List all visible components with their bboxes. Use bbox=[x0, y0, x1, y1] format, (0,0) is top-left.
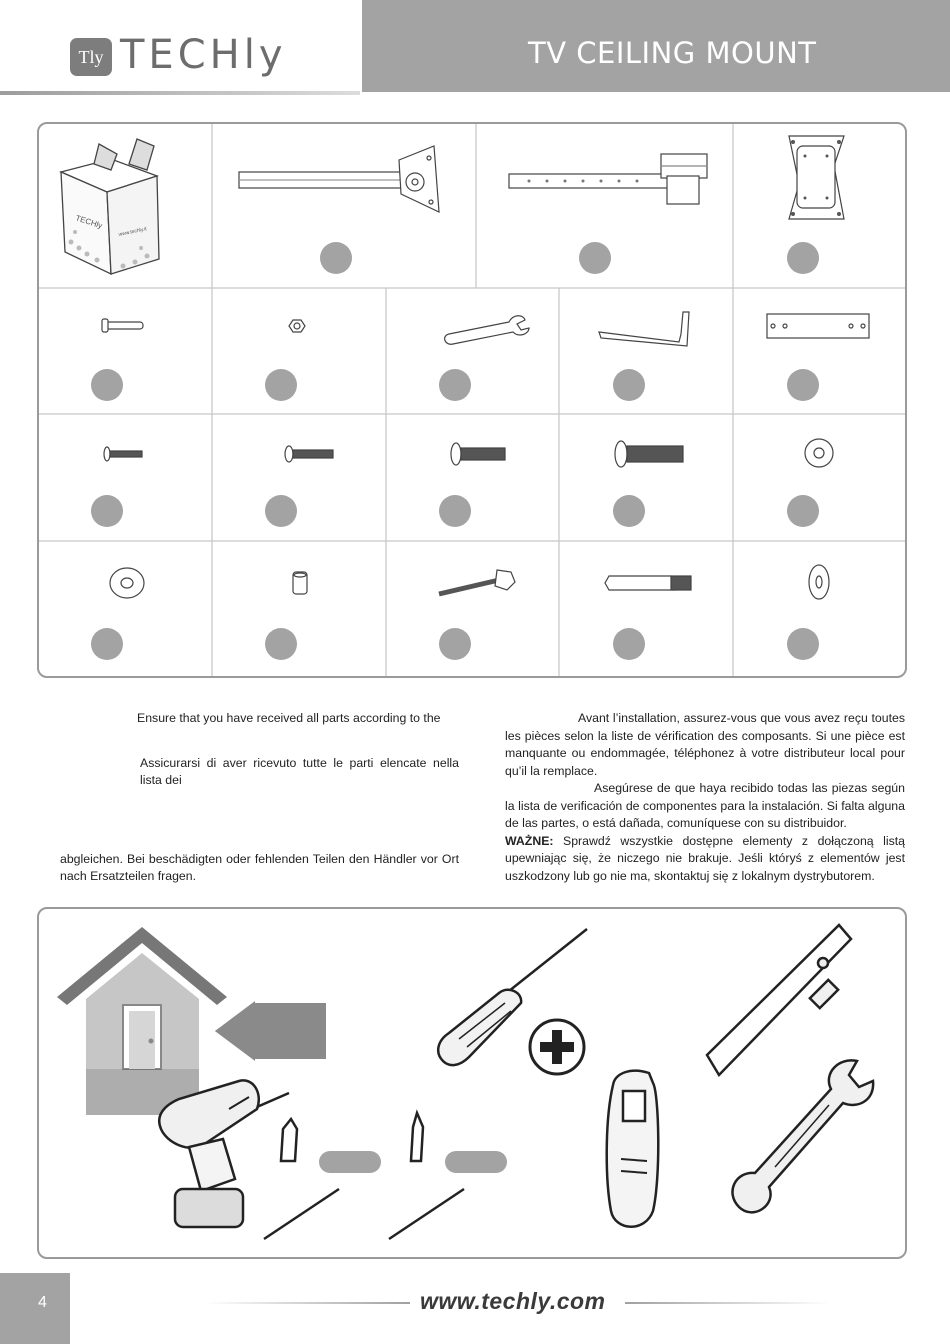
wrench-icon bbox=[732, 1060, 873, 1212]
instructions-left-column bbox=[60, 710, 459, 885]
package-box-icon bbox=[61, 139, 159, 274]
allen-key-icon bbox=[599, 312, 689, 346]
footer-website-link[interactable]: www.techly.com bbox=[420, 1288, 606, 1314]
part-badge bbox=[91, 369, 123, 401]
drill-bit-size-label bbox=[319, 1151, 381, 1173]
stud-finder-icon bbox=[607, 1071, 659, 1227]
instruction-es: Asegúrese de que haya recibido todas las piezas según la lista de verificación de componentes para la instalación. Si falta alguna de las partes, o está dañada, comuníquese con su distribuidor. bbox=[505, 781, 905, 830]
instruction-pl-label: WAŻNE: bbox=[505, 833, 554, 848]
vesa-plate-icon bbox=[789, 136, 844, 219]
instruction-pl: Sprawdź wszystkie dostępne elementy z dołączoną listą upewniając się, że niczego nie brakuje. Jeśli któryś z elementów jest uszkodzony lub go nie ma, skontaktuj się z lokalnym dystrybutorem. bbox=[505, 833, 905, 883]
header-title-bar bbox=[362, 0, 950, 92]
part-badge bbox=[265, 495, 297, 527]
instruction-en: Ensure that you have received all parts according to the bbox=[137, 711, 441, 725]
techly-logo-mark: Tly bbox=[70, 38, 112, 76]
page-title: TV CEILING MOUNT bbox=[528, 36, 817, 70]
house-icon bbox=[57, 927, 227, 1115]
spanner-wrench-icon bbox=[445, 316, 529, 345]
part-badge bbox=[613, 369, 645, 401]
hex-nut-icon bbox=[289, 320, 305, 332]
header-divider bbox=[0, 91, 360, 95]
small-washer-icon bbox=[805, 439, 833, 467]
screw-m5-icon bbox=[285, 446, 333, 462]
parts-grid bbox=[39, 124, 905, 676]
large-washer-icon bbox=[110, 568, 144, 598]
part-badge bbox=[265, 628, 297, 660]
lag-bolt-icon bbox=[439, 570, 515, 594]
part-badge bbox=[320, 242, 352, 274]
box-brand-label: TECHly bbox=[74, 213, 104, 231]
instruction-fr: Avant l’installation, assurez-vous que vous avez reçu toutes les pièces selon la liste de vérification des composants. Si une pièce est manquante ou endommagée, téléphonez à votre distributeur local pour qu’il la remplace. bbox=[505, 711, 905, 778]
flat-washer-icon bbox=[809, 565, 829, 599]
part-badge bbox=[613, 628, 645, 660]
required-tools-panel bbox=[37, 907, 907, 1259]
part-badge bbox=[579, 242, 611, 274]
screw-m8-icon bbox=[615, 441, 683, 467]
bolt-pin-icon bbox=[102, 319, 143, 332]
instruction-it: Assicurarsi di aver ricevuto tutte le parti elencate nella lista dei bbox=[140, 756, 459, 787]
footer-divider-left bbox=[205, 1302, 410, 1304]
techly-logo-text: TECHly bbox=[120, 32, 287, 78]
page-number: 4 bbox=[38, 1294, 47, 1311]
power-drill-icon bbox=[159, 1080, 289, 1227]
masonry-drill-bit-icon bbox=[264, 1119, 339, 1239]
telescopic-pole-icon bbox=[509, 154, 707, 204]
part-badge bbox=[787, 242, 819, 274]
part-badge bbox=[439, 628, 471, 660]
mounting-strip-icon bbox=[767, 314, 869, 338]
page-number-block bbox=[0, 1273, 70, 1344]
wood-drill-bit-icon bbox=[389, 1113, 464, 1239]
screw-m6-icon bbox=[451, 443, 505, 465]
part-badge bbox=[613, 495, 645, 527]
grid-lines bbox=[39, 124, 905, 676]
part-badge bbox=[265, 369, 297, 401]
parts-checklist-panel bbox=[37, 122, 907, 678]
footer-divider-right bbox=[625, 1302, 830, 1304]
part-badge bbox=[787, 369, 819, 401]
tools-illustration bbox=[39, 909, 905, 1257]
part-badge bbox=[787, 495, 819, 527]
instruction-de: abgleichen. Bei beschädigten oder fehlenden Teilen den Händler vor Ort nach Ersatzteilen fragen. bbox=[60, 852, 459, 883]
wall-anchor-icon bbox=[605, 576, 691, 590]
part-badge bbox=[439, 495, 471, 527]
part-badge bbox=[787, 628, 819, 660]
part-badge bbox=[91, 495, 123, 527]
spirit-level-icon bbox=[707, 925, 851, 1075]
extension-arm-icon bbox=[239, 146, 439, 212]
arrow-left-icon bbox=[215, 1001, 326, 1061]
part-badge bbox=[439, 369, 471, 401]
drill-bit-size-label bbox=[445, 1151, 507, 1173]
instructions-right-column bbox=[505, 710, 905, 885]
spacer-icon bbox=[293, 572, 307, 594]
screw-m4-icon bbox=[104, 447, 142, 461]
box-url-label: www.techly.it bbox=[118, 226, 148, 238]
part-badge bbox=[91, 628, 123, 660]
phillips-plus-icon bbox=[530, 1020, 584, 1074]
